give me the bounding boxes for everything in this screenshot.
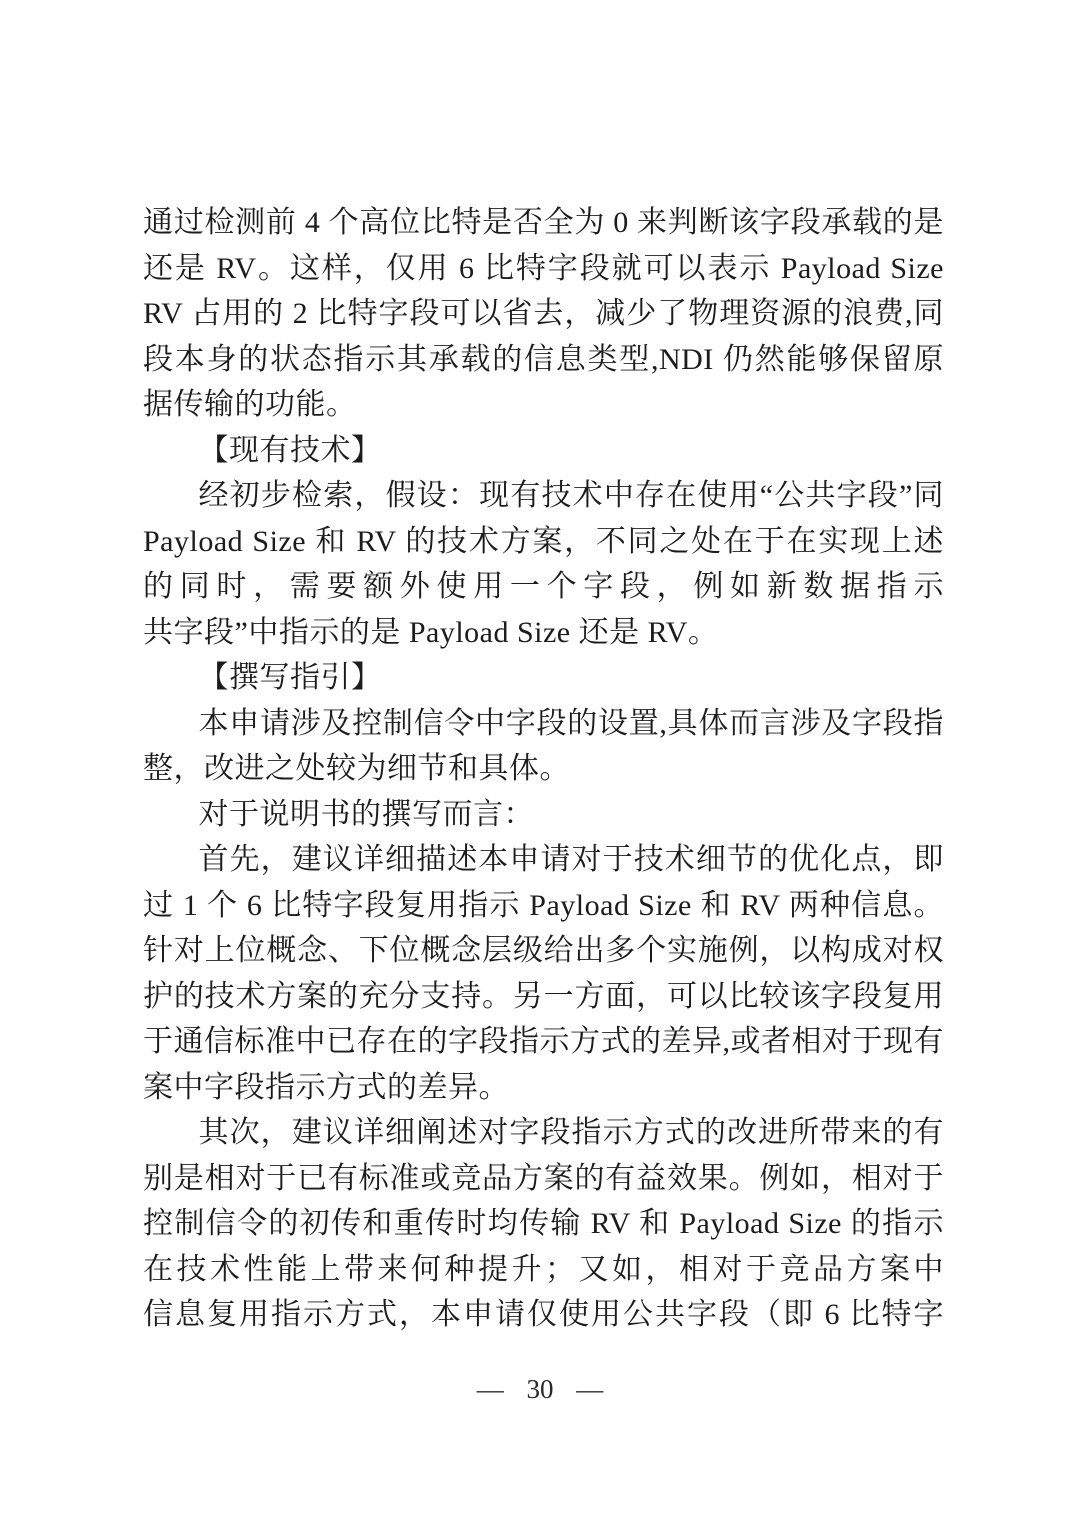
text-line: 其次，建议详细阐述对字段指示方式的改进所带来的有	[198, 1116, 944, 1149]
text-line: 整，改进之处较为细节和具体。	[143, 752, 570, 785]
text-line: 还是 RV。这样，仅用 6 比特字段就可以表示 Payload Size	[143, 251, 944, 285]
text-line: 信息复用指示方式，本申请仅使用公共字段（即 6 比特字	[143, 1298, 944, 1331]
section-heading: 【撰写指引】	[198, 661, 382, 694]
text-line: 别是相对于已有标准或竞品方案的有益效果。例如，相对于	[143, 1161, 944, 1195]
text-line: 通过检测前 4 个高位比特是否全为 0 来判断该字段承载的是	[143, 206, 944, 239]
text-line: 对于说明书的撰写而言：	[198, 797, 534, 831]
text-line: 护的技术方案的充分支持。另一方面，可以比较该字段复用	[143, 979, 944, 1013]
text-line: 段本身的状态指示其承载的信息类型,NDI 仍然能够保留原	[143, 342, 944, 376]
text-line: 首先，建议详细描述本申请对于技术细节的优化点，即	[198, 843, 944, 876]
text-line: 控制信令的初传和重传时均传输 RV 和 Payload Size 的指示	[143, 1207, 944, 1240]
text-line: 据传输的功能。	[143, 388, 357, 421]
text-body	[143, 200, 944, 1338]
text-line: 针对上位概念、下位概念层级给出多个实施例，以构成对权	[143, 934, 944, 967]
section-heading: 【现有技术】	[198, 433, 382, 467]
text-line: 在技术性能上带来何种提升；又如，相对于竞品方案中	[143, 1252, 944, 1286]
text-line: 本申请涉及控制信令中字段的设置,具体而言涉及字段指	[198, 706, 944, 740]
page-number: — 30 —	[476, 1374, 604, 1404]
text-line: 于通信标准中已存在的字段指示方式的差异,或者相对于现有	[143, 1025, 944, 1058]
text-line: 案中字段指示方式的差异。	[143, 1070, 509, 1104]
text-line: 的同时，需要额外使用一个字段，例如新数据指示	[143, 570, 944, 603]
text-line: Payload Size 和 RV 的技术方案，不同之处在于在实现上述	[143, 524, 944, 558]
text-line: 共字段”中指示的是 Payload Size 还是 RV。	[143, 615, 719, 649]
text-line: 过 1 个 6 比特字段复用指示 Payload Size 和 RV 两种信息。	[143, 888, 944, 922]
text-line: 经初步检索，假设：现有技术中存在使用“公共字段”同	[198, 479, 944, 512]
text-line: RV 占用的 2 比特字段可以省去，减少了物理资源的浪费,同	[143, 297, 944, 330]
